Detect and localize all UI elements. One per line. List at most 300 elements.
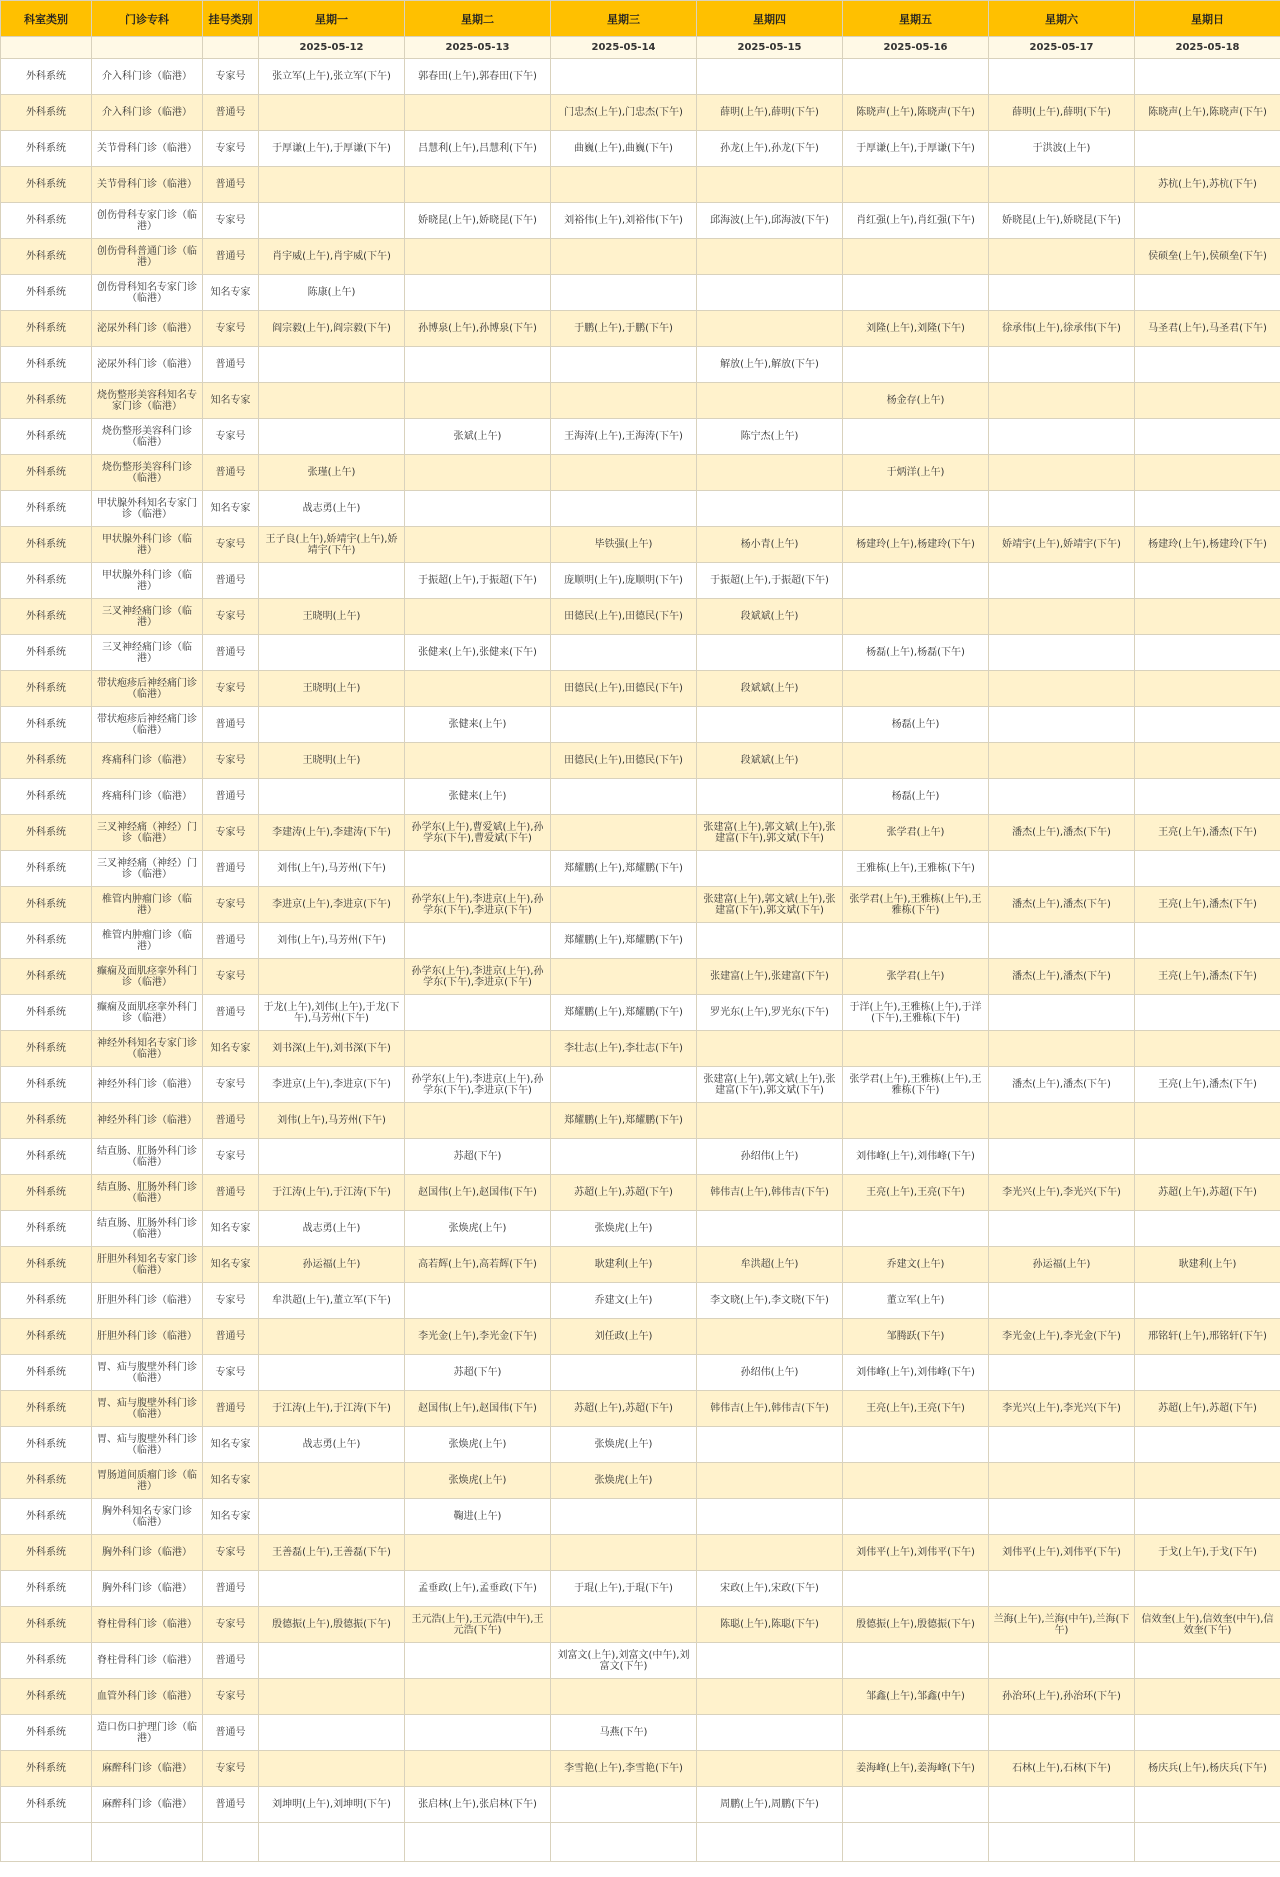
cell-registration-type: 专家号 [203, 131, 259, 167]
cell-clinic-specialty: 疼痛科门诊（临港） [92, 779, 203, 815]
cell-tuesday [405, 347, 551, 383]
header-saturday: 星期六 [989, 1, 1135, 37]
cell-dept-category: 外科系统 [1, 1391, 92, 1427]
table-row [1, 131, 1280, 167]
date-friday: 2025-05-16 [843, 37, 989, 59]
cell-tuesday: 孙学东(上午),曹爱斌(上午),孙学东(下午),曹爱斌(下午) [405, 815, 551, 851]
empty-cell [989, 1823, 1135, 1862]
cell-registration-type: 普通号 [203, 1175, 259, 1211]
cell-dept-category: 外科系统 [1, 995, 92, 1031]
cell-dept-category: 外科系统 [1, 1139, 92, 1175]
table-row [1, 383, 1280, 419]
cell-tuesday: 张斌(上午) [405, 419, 551, 455]
table-row [1, 1175, 1280, 1211]
cell-clinic-specialty: 胃、疝与腹壁外科门诊（临港） [92, 1355, 203, 1391]
cell-dept-category: 外科系统 [1, 1067, 92, 1103]
date-cell-empty [1, 37, 92, 59]
cell-saturday [989, 743, 1135, 779]
cell-friday: 刘伟平(上午),刘伟平(下午) [843, 1535, 989, 1571]
cell-friday: 张学君(上午),王雅栋(上午),王雅栋(下午) [843, 1067, 989, 1103]
cell-monday [259, 95, 405, 131]
cell-friday: 王亮(上午),王亮(下午) [843, 1175, 989, 1211]
cell-monday [259, 167, 405, 203]
empty-cell [405, 1823, 551, 1862]
cell-clinic-specialty: 甲状腺外科知名专家门诊（临港） [92, 491, 203, 527]
cell-sunday [1135, 563, 1280, 599]
cell-clinic-specialty: 椎管内肿瘤门诊（临港） [92, 887, 203, 923]
cell-monday [259, 203, 405, 239]
cell-clinic-specialty: 癫痫及面肌痉挛外科门诊（临港） [92, 995, 203, 1031]
cell-tuesday: 鞠进(上午) [405, 1499, 551, 1535]
table-row [1, 95, 1280, 131]
cell-dept-category: 外科系统 [1, 1319, 92, 1355]
cell-friday: 刘伟峰(上午),刘伟峰(下午) [843, 1139, 989, 1175]
cell-wednesday: 刘富文(上午),刘富文(中午),刘富文(下午) [551, 1643, 697, 1679]
cell-thursday [697, 1499, 843, 1535]
cell-tuesday: 孙博泉(上午),孙博泉(下午) [405, 311, 551, 347]
cell-monday [259, 1679, 405, 1715]
cell-sunday: 王亮(上午),潘杰(下午) [1135, 887, 1280, 923]
cell-friday: 王亮(上午),王亮(下午) [843, 1391, 989, 1427]
cell-monday: 牟洪超(上午),董立军(下午) [259, 1283, 405, 1319]
cell-thursday: 杨小青(上午) [697, 527, 843, 563]
cell-wednesday: 庞顺明(上午),庞顺明(下午) [551, 563, 697, 599]
cell-clinic-specialty: 烧伤整形美容科门诊（临港） [92, 455, 203, 491]
cell-dept-category: 外科系统 [1, 347, 92, 383]
cell-registration-type: 普通号 [203, 1715, 259, 1751]
cell-monday: 战志勇(上午) [259, 1211, 405, 1247]
cell-friday [843, 1463, 989, 1499]
cell-tuesday [405, 923, 551, 959]
empty-cell [259, 1823, 405, 1862]
cell-thursday [697, 1319, 843, 1355]
cell-monday: 殷德振(上午),殷德振(下午) [259, 1607, 405, 1643]
cell-wednesday: 田德民(上午),田德民(下午) [551, 743, 697, 779]
cell-saturday [989, 1139, 1135, 1175]
cell-sunday [1135, 203, 1280, 239]
cell-wednesday: 刘任政(上午) [551, 1319, 697, 1355]
cell-clinic-specialty: 癫痫及面肌痉挛外科门诊（临港） [92, 959, 203, 995]
cell-friday [843, 275, 989, 311]
table-row [1, 1247, 1280, 1283]
cell-saturday: 孙治环(上午),孙治环(下午) [989, 1679, 1135, 1715]
cell-saturday [989, 1787, 1135, 1823]
cell-registration-type: 专家号 [203, 59, 259, 95]
cell-saturday: 潘杰(上午),潘杰(下午) [989, 1067, 1135, 1103]
cell-clinic-specialty: 疼痛科门诊（临港） [92, 743, 203, 779]
cell-tuesday [405, 239, 551, 275]
cell-friday: 肖红强(上午),肖红强(下午) [843, 203, 989, 239]
cell-saturday [989, 455, 1135, 491]
cell-sunday [1135, 635, 1280, 671]
cell-sunday [1135, 1211, 1280, 1247]
cell-registration-type: 普通号 [203, 779, 259, 815]
table-row [1, 995, 1280, 1031]
cell-tuesday: 张健来(上午),张健来(下午) [405, 635, 551, 671]
cell-saturday: 孙运福(上午) [989, 1247, 1135, 1283]
cell-saturday [989, 59, 1135, 95]
cell-wednesday: 郑耀鹏(上午),郑耀鹏(下午) [551, 851, 697, 887]
cell-clinic-specialty: 关节骨科门诊（临港） [92, 167, 203, 203]
cell-dept-category: 外科系统 [1, 887, 92, 923]
cell-clinic-specialty: 泌尿外科门诊（临港） [92, 311, 203, 347]
cell-monday: 于龙(上午),刘伟(上午),于龙(下午),马芳州(下午) [259, 995, 405, 1031]
table-row [1, 239, 1280, 275]
cell-saturday [989, 1211, 1135, 1247]
cell-monday: 战志勇(上午) [259, 1427, 405, 1463]
cell-tuesday: 王元浩(上午),王元浩(中午),王元浩(下午) [405, 1607, 551, 1643]
cell-dept-category: 外科系统 [1, 491, 92, 527]
cell-tuesday [405, 383, 551, 419]
cell-friday: 张学君(上午) [843, 815, 989, 851]
cell-monday: 于江涛(上午),于江涛(下午) [259, 1175, 405, 1211]
cell-sunday [1135, 491, 1280, 527]
cell-thursday [697, 779, 843, 815]
cell-saturday: 潘杰(上午),潘杰(下午) [989, 887, 1135, 923]
cell-monday: 张瑾(上午) [259, 455, 405, 491]
cell-thursday [697, 1535, 843, 1571]
cell-dept-category: 外科系统 [1, 1499, 92, 1535]
cell-thursday: 张建富(上午),张建富(下午) [697, 959, 843, 995]
cell-dept-category: 外科系统 [1, 1283, 92, 1319]
cell-sunday [1135, 995, 1280, 1031]
cell-saturday [989, 1355, 1135, 1391]
cell-saturday: 于洪波(上午) [989, 131, 1135, 167]
cell-sunday [1135, 1715, 1280, 1751]
cell-clinic-specialty: 麻醉科门诊（临港） [92, 1751, 203, 1787]
cell-saturday [989, 707, 1135, 743]
cell-clinic-specialty: 椎管内肿瘤门诊（临港） [92, 923, 203, 959]
cell-thursday [697, 383, 843, 419]
cell-wednesday [551, 1499, 697, 1535]
cell-tuesday: 于振超(上午),于振超(下午) [405, 563, 551, 599]
cell-dept-category: 外科系统 [1, 1751, 92, 1787]
cell-monday: 孙运福(上午) [259, 1247, 405, 1283]
table-row [1, 1607, 1280, 1643]
header-tuesday: 星期二 [405, 1, 551, 37]
cell-dept-category: 外科系统 [1, 815, 92, 851]
cell-registration-type: 专家号 [203, 1283, 259, 1319]
cell-clinic-specialty: 泌尿外科门诊（临港） [92, 347, 203, 383]
cell-wednesday [551, 635, 697, 671]
cell-dept-category: 外科系统 [1, 1463, 92, 1499]
cell-friday: 张学君(上午),王雅栋(上午),王雅栋(下午) [843, 887, 989, 923]
cell-monday [259, 383, 405, 419]
cell-wednesday [551, 1679, 697, 1715]
cell-thursday [697, 275, 843, 311]
empty-cell [697, 1823, 843, 1862]
cell-saturday [989, 347, 1135, 383]
cell-sunday [1135, 1139, 1280, 1175]
table-row [1, 1787, 1280, 1823]
cell-dept-category: 外科系统 [1, 1571, 92, 1607]
cell-clinic-specialty: 胸外科知名专家门诊（临港） [92, 1499, 203, 1535]
cell-saturday: 兰海(上午),兰海(中午),兰海(下午) [989, 1607, 1135, 1643]
cell-thursday [697, 1643, 843, 1679]
cell-monday: 李进京(上午),李进京(下午) [259, 887, 405, 923]
cell-dept-category: 外科系统 [1, 1607, 92, 1643]
cell-clinic-specialty: 脊柱骨科门诊（临港） [92, 1607, 203, 1643]
table-row [1, 959, 1280, 995]
cell-wednesday: 毕铁强(上午) [551, 527, 697, 563]
cell-tuesday [405, 1643, 551, 1679]
cell-sunday [1135, 1499, 1280, 1535]
cell-dept-category: 外科系统 [1, 851, 92, 887]
cell-saturday [989, 635, 1135, 671]
cell-thursday: 韩伟吉(上午),韩伟吉(下午) [697, 1391, 843, 1427]
empty-cell [203, 1823, 259, 1862]
cell-wednesday [551, 1607, 697, 1643]
date-tuesday: 2025-05-13 [405, 37, 551, 59]
cell-monday: 陈康(上午) [259, 275, 405, 311]
cell-registration-type: 专家号 [203, 599, 259, 635]
table-row [1, 1355, 1280, 1391]
cell-wednesday: 马燕(下午) [551, 1715, 697, 1751]
cell-dept-category: 外科系统 [1, 923, 92, 959]
table-row [1, 455, 1280, 491]
cell-registration-type: 普通号 [203, 1319, 259, 1355]
cell-wednesday: 李壮志(上午),李壮志(下午) [551, 1031, 697, 1067]
table-row [1, 1031, 1280, 1067]
cell-monday: 王晓明(上午) [259, 599, 405, 635]
cell-saturday [989, 1427, 1135, 1463]
cell-monday: 刘伟(上午),马芳州(下午) [259, 923, 405, 959]
cell-thursday: 孙绍伟(上午) [697, 1355, 843, 1391]
cell-monday: 于江涛(上午),于江涛(下午) [259, 1391, 405, 1427]
cell-dept-category: 外科系统 [1, 563, 92, 599]
table-row [1, 311, 1280, 347]
cell-friday [843, 1103, 989, 1139]
cell-tuesday [405, 1535, 551, 1571]
cell-thursday: 张建富(上午),郭文斌(上午),张建富(下午),郭文斌(下午) [697, 1067, 843, 1103]
cell-monday: 于厚谦(上午),于厚谦(下午) [259, 131, 405, 167]
cell-registration-type: 普通号 [203, 95, 259, 131]
cell-saturday [989, 1283, 1135, 1319]
cell-sunday [1135, 1427, 1280, 1463]
cell-friday [843, 1643, 989, 1679]
cell-sunday [1135, 923, 1280, 959]
cell-dept-category: 外科系统 [1, 203, 92, 239]
cell-dept-category: 外科系统 [1, 311, 92, 347]
cell-thursday: 宋政(上午),宋政(下午) [697, 1571, 843, 1607]
cell-wednesday [551, 455, 697, 491]
cell-clinic-specialty: 带状疱疹后神经痛门诊（临港） [92, 671, 203, 707]
cell-monday: 刘书深(上午),刘书深(下午) [259, 1031, 405, 1067]
table-row [1, 1499, 1280, 1535]
cell-wednesday [551, 707, 697, 743]
cell-sunday: 信效奎(上午),信效奎(中午),信效奎(下午) [1135, 1607, 1280, 1643]
cell-sunday: 苏超(上午),苏超(下午) [1135, 1391, 1280, 1427]
cell-monday: 李进京(上午),李进京(下午) [259, 1067, 405, 1103]
cell-saturday: 薛明(上午),薛明(下午) [989, 95, 1135, 131]
table-row [1, 1571, 1280, 1607]
cell-registration-type: 知名专家 [203, 1247, 259, 1283]
cell-clinic-specialty: 肝胆外科门诊（临港） [92, 1283, 203, 1319]
cell-friday [843, 1211, 989, 1247]
cell-friday [843, 1715, 989, 1751]
cell-wednesday: 张焕虎(上午) [551, 1211, 697, 1247]
cell-monday [259, 707, 405, 743]
cell-wednesday [551, 779, 697, 815]
cell-wednesday [551, 167, 697, 203]
cell-dept-category: 外科系统 [1, 707, 92, 743]
header-wednesday: 星期三 [551, 1, 697, 37]
table-row [1, 419, 1280, 455]
cell-friday: 姜海峰(上午),姜海峰(下午) [843, 1751, 989, 1787]
table-row [1, 1067, 1280, 1103]
cell-sunday [1135, 1283, 1280, 1319]
table-row [1, 1535, 1280, 1571]
table-row [1, 887, 1280, 923]
cell-friday: 王雅栋(上午),王雅栋(下午) [843, 851, 989, 887]
cell-dept-category: 外科系统 [1, 275, 92, 311]
cell-tuesday: 赵国伟(上午),赵国伟(下午) [405, 1175, 551, 1211]
cell-dept-category: 外科系统 [1, 1715, 92, 1751]
cell-clinic-specialty: 结直肠、肛肠外科门诊（临港） [92, 1211, 203, 1247]
cell-clinic-specialty: 三叉神经痛门诊（临港） [92, 635, 203, 671]
cell-tuesday [405, 599, 551, 635]
cell-clinic-specialty: 肝胆外科知名专家门诊（临港） [92, 1247, 203, 1283]
cell-sunday: 邢铭轩(上午),邢铭轩(下午) [1135, 1319, 1280, 1355]
table-row [1, 1751, 1280, 1787]
cell-friday [843, 671, 989, 707]
cell-friday: 杨金存(上午) [843, 383, 989, 419]
cell-clinic-specialty: 血管外科门诊（临港） [92, 1679, 203, 1715]
cell-wednesday [551, 1787, 697, 1823]
cell-dept-category: 外科系统 [1, 779, 92, 815]
cell-clinic-specialty: 创伤骨科普通门诊（临港） [92, 239, 203, 275]
cell-sunday: 苏杭(上午),苏杭(下午) [1135, 167, 1280, 203]
cell-monday [259, 1643, 405, 1679]
cell-monday [259, 1751, 405, 1787]
cell-clinic-specialty: 介入科门诊（临港） [92, 59, 203, 95]
cell-wednesday: 苏超(上午),苏超(下午) [551, 1175, 697, 1211]
cell-dept-category: 外科系统 [1, 131, 92, 167]
cell-sunday: 杨庆兵(上午),杨庆兵(下午) [1135, 1751, 1280, 1787]
cell-registration-type: 普通号 [203, 167, 259, 203]
cell-sunday [1135, 347, 1280, 383]
cell-registration-type: 普通号 [203, 851, 259, 887]
cell-dept-category: 外科系统 [1, 1175, 92, 1211]
cell-registration-type: 专家号 [203, 959, 259, 995]
cell-thursday [697, 923, 843, 959]
cell-tuesday: 孙学东(上午),李进京(上午),孙学东(下午),李进京(下午) [405, 959, 551, 995]
cell-wednesday [551, 239, 697, 275]
cell-clinic-specialty: 结直肠、肛肠外科门诊（临港） [92, 1175, 203, 1211]
cell-sunday: 陈晓声(上午),陈晓声(下午) [1135, 95, 1280, 131]
cell-friday [843, 743, 989, 779]
cell-registration-type: 普通号 [203, 1643, 259, 1679]
cell-monday: 阎宗毅(上午),阎宗毅(下午) [259, 311, 405, 347]
cell-wednesday [551, 491, 697, 527]
header-sunday: 星期日 [1135, 1, 1280, 37]
cell-dept-category: 外科系统 [1, 959, 92, 995]
cell-thursday: 解放(上午),解放(下午) [697, 347, 843, 383]
table-row [1, 275, 1280, 311]
table-row [1, 167, 1280, 203]
cell-monday: 刘伟(上午),马芳州(下午) [259, 1103, 405, 1139]
cell-wednesday [551, 959, 697, 995]
date-cell-empty [92, 37, 203, 59]
cell-thursday: 孙龙(上午),孙龙(下午) [697, 131, 843, 167]
cell-friday: 陈晓声(上午),陈晓声(下午) [843, 95, 989, 131]
cell-clinic-specialty: 甲状腺外科门诊（临港） [92, 563, 203, 599]
cell-sunday [1135, 1463, 1280, 1499]
cell-saturday [989, 671, 1135, 707]
cell-dept-category: 外科系统 [1, 1103, 92, 1139]
cell-tuesday [405, 1679, 551, 1715]
cell-sunday [1135, 599, 1280, 635]
table-row [1, 1283, 1280, 1319]
cell-clinic-specialty: 神经外科门诊（临港） [92, 1103, 203, 1139]
cell-thursday [697, 1427, 843, 1463]
cell-sunday [1135, 1355, 1280, 1391]
cell-tuesday [405, 455, 551, 491]
cell-tuesday: 娇晓昆(上午),娇晓昆(下午) [405, 203, 551, 239]
cell-clinic-specialty: 胃、疝与腹壁外科门诊（临港） [92, 1427, 203, 1463]
cell-tuesday [405, 1751, 551, 1787]
cell-registration-type: 专家号 [203, 743, 259, 779]
cell-tuesday [405, 167, 551, 203]
cell-friday: 杨磊(上午) [843, 779, 989, 815]
cell-monday: 李建涛(上午),李建涛(下午) [259, 815, 405, 851]
cell-thursday: 段斌斌(上午) [697, 599, 843, 635]
cell-clinic-specialty: 带状疱疹后神经痛门诊（临港） [92, 707, 203, 743]
empty-cell [92, 1823, 203, 1862]
cell-saturday: 石林(上午),石林(下午) [989, 1751, 1135, 1787]
date-row [1, 37, 1280, 59]
cell-registration-type: 专家号 [203, 527, 259, 563]
cell-sunday [1135, 59, 1280, 95]
cell-clinic-specialty: 创伤骨科知名专家门诊（临港） [92, 275, 203, 311]
cell-saturday: 徐承伟(上午),徐承伟(下午) [989, 311, 1135, 347]
cell-wednesday: 门忠杰(上午),门忠杰(下午) [551, 95, 697, 131]
cell-wednesday: 郑耀鹏(上午),郑耀鹏(下午) [551, 995, 697, 1031]
cell-monday: 肖宇威(上午),肖宇威(下午) [259, 239, 405, 275]
cell-friday [843, 419, 989, 455]
cell-wednesday [551, 815, 697, 851]
cell-wednesday [551, 1067, 697, 1103]
cell-sunday [1135, 1571, 1280, 1607]
header-dept-category: 科室类别 [1, 1, 92, 37]
cell-thursday [697, 1211, 843, 1247]
cell-saturday [989, 1031, 1135, 1067]
cell-tuesday: 张健来(上午) [405, 707, 551, 743]
cell-thursday: 陈宁杰(上午) [697, 419, 843, 455]
cell-tuesday [405, 275, 551, 311]
table-row [1, 779, 1280, 815]
cell-sunday [1135, 1643, 1280, 1679]
cell-wednesday [551, 1535, 697, 1571]
cell-dept-category: 外科系统 [1, 527, 92, 563]
cell-tuesday: 张焕虎(上午) [405, 1463, 551, 1499]
cell-friday [843, 239, 989, 275]
cell-wednesday: 王海涛(上午),王海涛(下午) [551, 419, 697, 455]
cell-saturday [989, 851, 1135, 887]
cell-tuesday: 苏超(下午) [405, 1355, 551, 1391]
cell-thursday [697, 311, 843, 347]
cell-tuesday: 张启林(上午),张启林(下午) [405, 1787, 551, 1823]
cell-monday [259, 779, 405, 815]
cell-registration-type: 普通号 [203, 1391, 259, 1427]
cell-dept-category: 外科系统 [1, 455, 92, 491]
cell-clinic-specialty: 烧伤整形美容科门诊（临港） [92, 419, 203, 455]
cell-thursday: 李文晓(上午),李文晓(下午) [697, 1283, 843, 1319]
cell-wednesday [551, 275, 697, 311]
cell-thursday: 邱海波(上午),邱海波(下午) [697, 203, 843, 239]
table-row [1, 851, 1280, 887]
cell-saturday [989, 1571, 1135, 1607]
